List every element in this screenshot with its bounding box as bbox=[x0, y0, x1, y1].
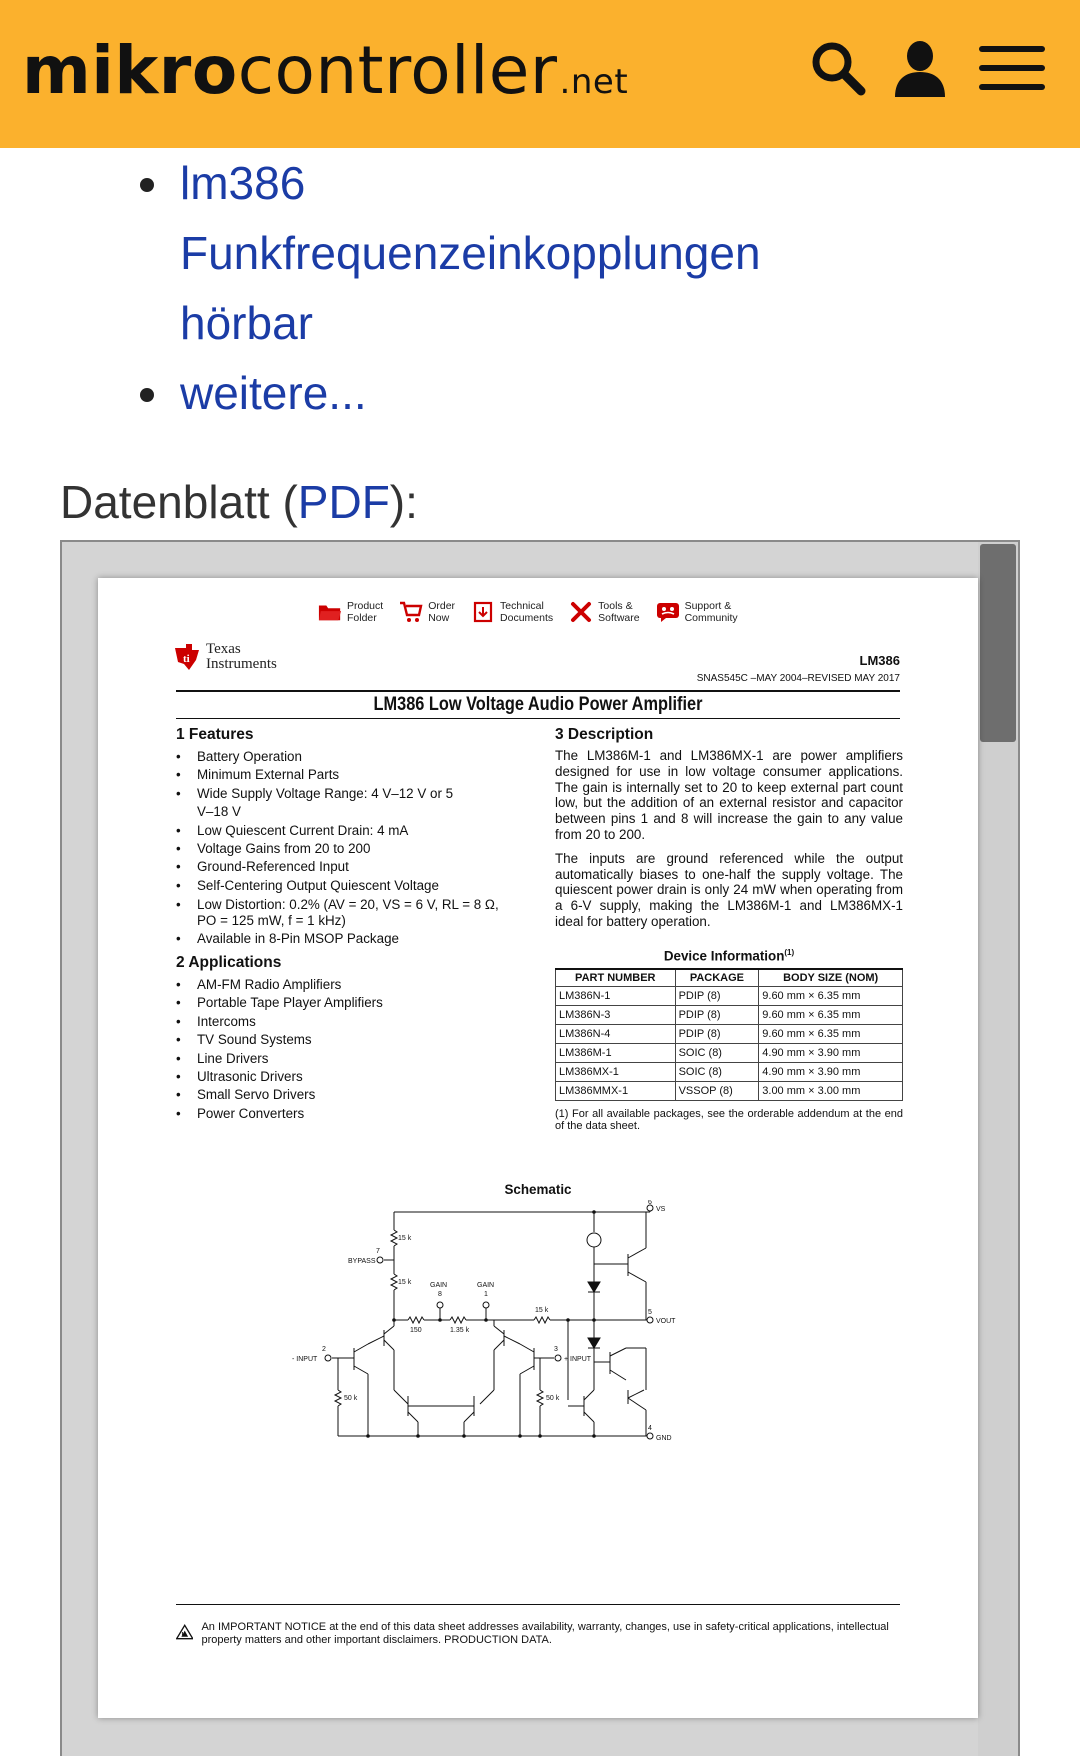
toolbar-tools-software[interactable] bbox=[569, 600, 639, 624]
toolbar-label: Documents bbox=[500, 612, 554, 624]
feature-item: • Ground-Referenced Input bbox=[176, 858, 516, 876]
table-cell: LM386MMX-1 bbox=[556, 1082, 676, 1101]
toolbar-label: Community bbox=[684, 612, 738, 624]
applications-list bbox=[176, 976, 516, 1123]
folder-icon bbox=[318, 600, 342, 624]
toolbar-label: Folder bbox=[347, 612, 377, 624]
schematic-label: GND bbox=[656, 1435, 672, 1442]
device-info-footnote-mark: (1) bbox=[784, 948, 795, 957]
schematic-label: 15 k bbox=[398, 1235, 412, 1242]
table-row bbox=[556, 987, 903, 1006]
application-item: • Small Servo Drivers bbox=[176, 1086, 516, 1104]
logo-tld-text: .net bbox=[559, 62, 629, 102]
site-header bbox=[0, 0, 1080, 148]
scrollbar-track[interactable] bbox=[978, 542, 1018, 1756]
column-header: BODY SIZE (NOM) bbox=[759, 969, 903, 987]
pdf-viewer[interactable] bbox=[60, 540, 1020, 1756]
feature-item: • Low Quiescent Current Drain: 4 mA bbox=[176, 822, 516, 840]
schematic-label: GAIN bbox=[430, 1282, 448, 1289]
logo-light-text: controller bbox=[237, 32, 558, 109]
table-row bbox=[556, 1025, 903, 1044]
description-heading: 3 Description bbox=[555, 726, 654, 743]
table-cell: SOIC (8) bbox=[675, 1044, 759, 1063]
schematic-label: 1 bbox=[484, 1291, 488, 1298]
features-list bbox=[176, 748, 516, 949]
scrollbar-thumb[interactable] bbox=[980, 544, 1016, 742]
table-header-row bbox=[556, 969, 903, 987]
toolbar-label: Product bbox=[347, 600, 384, 612]
document-icon bbox=[471, 600, 495, 624]
bullet-icon bbox=[140, 178, 154, 192]
column-header: PART NUMBER bbox=[556, 969, 676, 987]
schematic-label: 7 bbox=[376, 1248, 380, 1255]
toolbar-support-community[interactable] bbox=[656, 600, 738, 624]
table-cell: 9.60 mm × 6.35 mm bbox=[759, 987, 903, 1006]
list-item bbox=[144, 358, 1044, 428]
schematic-label: 50 k bbox=[546, 1395, 560, 1402]
feature-item: • Available in 8-Pin MSOP Package bbox=[176, 930, 516, 948]
column-header: PACKAGE bbox=[675, 969, 759, 987]
table-cell: 4.90 mm × 3.90 mm bbox=[759, 1044, 903, 1063]
bullet-icon bbox=[140, 388, 154, 402]
search-icon[interactable] bbox=[806, 36, 870, 100]
link-line: hörbar bbox=[180, 297, 313, 349]
company-line: Texas bbox=[206, 641, 241, 657]
table-cell: LM386N-4 bbox=[556, 1025, 676, 1044]
toolbar-label: Software bbox=[598, 612, 640, 624]
schematic-label: 1.35 k bbox=[450, 1327, 470, 1334]
feature-item: • Low Distortion: 0.2% (AV = 20, VS = 6 V, RL = 8 Ω, PO = 125 mW, f = 1 kHz) bbox=[176, 897, 506, 928]
tools-icon bbox=[569, 600, 593, 624]
cart-icon bbox=[399, 600, 423, 624]
link-line: Funkfrequenzeinkopplungen bbox=[180, 227, 761, 279]
toolbar-order-now[interactable] bbox=[399, 600, 455, 624]
table-row bbox=[556, 1063, 903, 1082]
table-cell: LM386MX-1 bbox=[556, 1063, 676, 1082]
list-item bbox=[144, 148, 1044, 358]
schematic-label: 50 k bbox=[344, 1395, 358, 1402]
features-heading: 1 Features bbox=[176, 726, 254, 743]
table-cell: 3.00 mm × 3.00 mm bbox=[759, 1082, 903, 1101]
toolbar-label: Support & bbox=[684, 600, 732, 612]
schematic-label: VS bbox=[656, 1206, 666, 1213]
schematic-label: 6 bbox=[648, 1200, 652, 1206]
link-more[interactable] bbox=[180, 358, 1044, 428]
schematic-title: Schematic bbox=[504, 1182, 572, 1197]
table-row bbox=[556, 1082, 903, 1101]
table-cell: 9.60 mm × 6.35 mm bbox=[759, 1025, 903, 1044]
device-info-table bbox=[555, 968, 903, 1101]
table-cell: LM386N-1 bbox=[556, 987, 676, 1006]
menu-icon[interactable] bbox=[978, 36, 1046, 100]
link-line: weitere... bbox=[180, 367, 367, 419]
table-cell: SOIC (8) bbox=[675, 1063, 759, 1082]
application-item: • Line Drivers bbox=[176, 1050, 516, 1068]
application-item: • Intercoms bbox=[176, 1013, 516, 1031]
link-lm386-rf[interactable] bbox=[180, 148, 1044, 358]
datasheet-suffix: ): bbox=[389, 476, 418, 528]
toolbar-label: Tools & bbox=[598, 600, 633, 612]
table-cell: VSSOP (8) bbox=[675, 1082, 759, 1101]
toolbar-label: Technical bbox=[500, 600, 544, 612]
table-cell: 4.90 mm × 3.90 mm bbox=[759, 1063, 903, 1082]
application-item: • Power Converters bbox=[176, 1105, 516, 1123]
application-item: • Ultrasonic Drivers bbox=[176, 1068, 516, 1086]
table-cell: LM386M-1 bbox=[556, 1044, 676, 1063]
user-icon[interactable] bbox=[888, 36, 952, 100]
schematic-label: GAIN bbox=[477, 1282, 495, 1289]
feature-item: • Wide Supply Voltage Range: 4 V–12 V or 5 V–18 V bbox=[176, 785, 456, 822]
table-row bbox=[556, 1006, 903, 1025]
company-line: Instruments bbox=[206, 656, 277, 672]
table-cell: PDIP (8) bbox=[675, 987, 759, 1006]
schematic-label: + INPUT bbox=[564, 1356, 592, 1363]
warning-icon bbox=[176, 1621, 193, 1643]
table-row bbox=[556, 1044, 903, 1063]
schematic-label: 3 bbox=[554, 1346, 558, 1353]
applications-heading: 2 Applications bbox=[176, 954, 282, 971]
application-item: • TV Sound Systems bbox=[176, 1031, 516, 1049]
datasheet-heading bbox=[60, 472, 418, 532]
schematic-label: 2 bbox=[322, 1346, 326, 1353]
table-cell: PDIP (8) bbox=[675, 1006, 759, 1025]
description-paragraph: The LM386M-1 and LM386MX-1 are power amplifiers designed for use in low voltage consumer applications. The gain is internally set to 20 to keep external part count low, but the addition of an external resistor and capacitor between pins 1 and 8 will increase the gain to any value from 20 to 200. bbox=[555, 748, 903, 842]
related-links-list bbox=[144, 148, 1044, 428]
toolbar-technical-documents[interactable] bbox=[471, 600, 553, 624]
schematic-label: 4 bbox=[648, 1425, 652, 1432]
ti-emblem-icon bbox=[172, 642, 202, 672]
schematic-label: 5 bbox=[648, 1309, 652, 1316]
feature-item: • Self-Centering Output Quiescent Voltage bbox=[176, 877, 516, 895]
feature-item: • Battery Operation bbox=[176, 748, 516, 766]
description-text bbox=[555, 748, 903, 938]
datasheet-toolbar bbox=[318, 600, 738, 624]
toolbar-product-folder[interactable] bbox=[318, 600, 383, 624]
revision-text: SNAS545C –MAY 2004–REVISED MAY 2017 bbox=[696, 673, 900, 684]
datasheet-prefix: Datenblatt ( bbox=[60, 476, 298, 528]
pdf-link[interactable]: PDF bbox=[297, 476, 390, 528]
table-cell: LM386N-3 bbox=[556, 1006, 676, 1025]
toolbar-label: Order bbox=[428, 600, 456, 612]
schematic-label: BYPASS bbox=[348, 1258, 376, 1265]
application-item: • AM-FM Radio Amplifiers bbox=[176, 976, 516, 994]
notice-text: An IMPORTANT NOTICE at the end of this data sheet addresses availability, warranty, changes, use in safety-critical applications, intellectual property matters and other important disclaimers. PRODUCTION DATA. bbox=[201, 1621, 889, 1646]
datasheet-title: LM386 Low Voltage Audio Power Amplifier bbox=[373, 694, 703, 715]
feature-item: • Minimum External Parts bbox=[176, 766, 516, 784]
device-info-title-text: Device Information bbox=[663, 948, 785, 964]
feature-item: • Voltage Gains from 20 to 200 bbox=[176, 840, 516, 858]
schematic-label: 8 bbox=[438, 1291, 442, 1298]
table-cell: 9.60 mm × 6.35 mm bbox=[759, 1006, 903, 1025]
device-info-note: (1) For all available packages, see the orderable addendum at the end of the data sheet. bbox=[555, 1108, 903, 1132]
schematic-label: - INPUT bbox=[292, 1356, 318, 1363]
schematic-label: 15 k bbox=[398, 1279, 412, 1286]
important-notice bbox=[176, 1604, 900, 1647]
schematic-label: 150 bbox=[410, 1327, 422, 1334]
description-paragraph: The inputs are ground referenced while the output automatically biases to one-half the supply voltage. The quiescent power drain is only 24 mW when operating from a 6-V supply, making the LM386M-1 and LM386MX-1 ideal for battery operation. bbox=[555, 850, 903, 929]
svg-text:ti: ti bbox=[183, 653, 190, 665]
ti-logo bbox=[172, 642, 277, 672]
application-item: • Portable Tape Player Amplifiers bbox=[176, 994, 516, 1012]
schematic-label: VOUT bbox=[656, 1318, 676, 1325]
schematic-label: 15 k bbox=[535, 1307, 549, 1314]
community-icon bbox=[656, 600, 680, 624]
title-rule-top bbox=[176, 690, 900, 692]
link-line: lm386 bbox=[180, 157, 306, 209]
title-rule-bottom bbox=[176, 718, 900, 719]
schematic-diagram bbox=[288, 1200, 708, 1460]
part-number: LM386 bbox=[859, 653, 900, 668]
pdf-page bbox=[98, 578, 978, 1718]
toolbar-label: Now bbox=[428, 612, 450, 624]
device-info-title bbox=[555, 948, 903, 963]
site-logo[interactable] bbox=[22, 32, 628, 112]
table-cell: PDIP (8) bbox=[675, 1025, 759, 1044]
logo-bold-text: mikro bbox=[22, 32, 238, 109]
